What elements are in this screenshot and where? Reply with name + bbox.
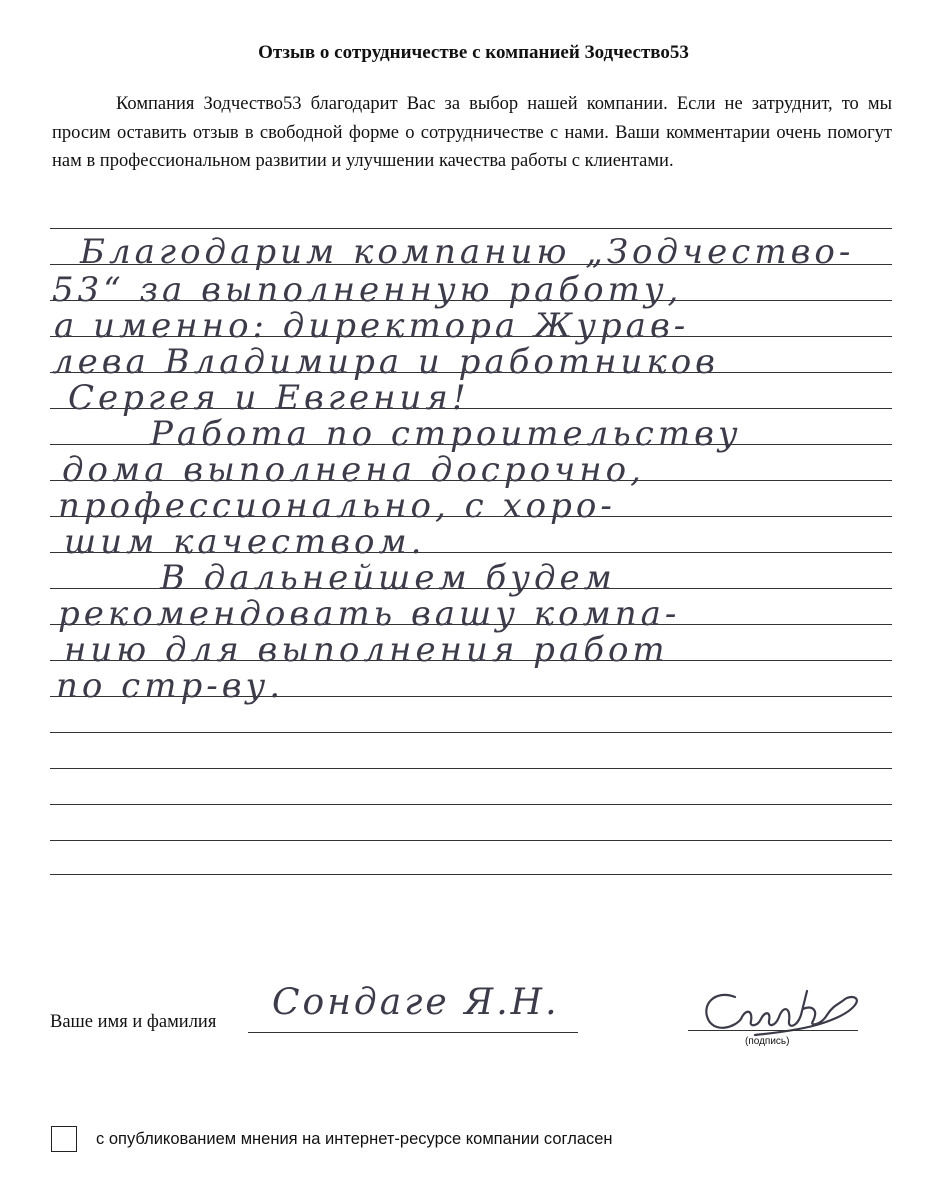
ruled-line: [50, 768, 892, 769]
ruled-line: [50, 840, 892, 841]
name-field-line[interactable]: [248, 1032, 578, 1033]
signature-field-line[interactable]: [688, 1030, 858, 1031]
review-line: Благодарим компанию „Зодчество-: [80, 232, 855, 272]
form-title: Отзыв о сотрудничестве с компанией Зодчество53: [258, 42, 689, 63]
review-line: шим качеством.: [64, 522, 426, 562]
review-line: профессионально, с хоро-: [58, 486, 616, 526]
form-intro-text: Компания Зодчество53 благодарит Вас за выбор нашей компании. Если не затруднит, то мы просим оставить отзыв в свободной форме о сотрудничестве с нами. Ваши комментарии очень помогут нам в профессиональном развитии и улучшении качества работы с клиентами.: [52, 94, 892, 171]
consent-label: с опубликованием мнения на интернет-ресурсе компании согласен: [96, 1130, 613, 1148]
review-line: дома выполнена досрочно,: [62, 450, 645, 490]
review-line: 53“ за выполненную работу,: [52, 270, 683, 310]
ruled-line: [50, 804, 892, 805]
handwritten-signature: [695, 975, 875, 1045]
review-line: по стр-ву.: [56, 666, 285, 706]
review-line: лева Владимира и работников: [52, 342, 719, 382]
name-field-label: Ваше имя и фамилия: [50, 1012, 217, 1032]
consent-checkbox[interactable]: [51, 1126, 77, 1152]
review-text-area[interactable]: [50, 228, 892, 878]
review-line: Сергея и Евгения!: [68, 378, 470, 418]
signature-caption: (подпись): [745, 1036, 790, 1047]
review-line: В дальнейшем будем: [160, 558, 616, 598]
ruled-line: [50, 874, 892, 875]
name-field-value: Сондаге Я.Н.: [272, 982, 560, 1023]
ruled-line: [50, 732, 892, 733]
review-line: а именно: директора Журав-: [54, 306, 690, 346]
review-line: рекомендовать вашу компа-: [58, 594, 681, 634]
review-line: Работа по строительству: [150, 414, 742, 454]
review-line: нию для выполнения работ: [64, 630, 669, 670]
ruled-line: [50, 228, 892, 229]
